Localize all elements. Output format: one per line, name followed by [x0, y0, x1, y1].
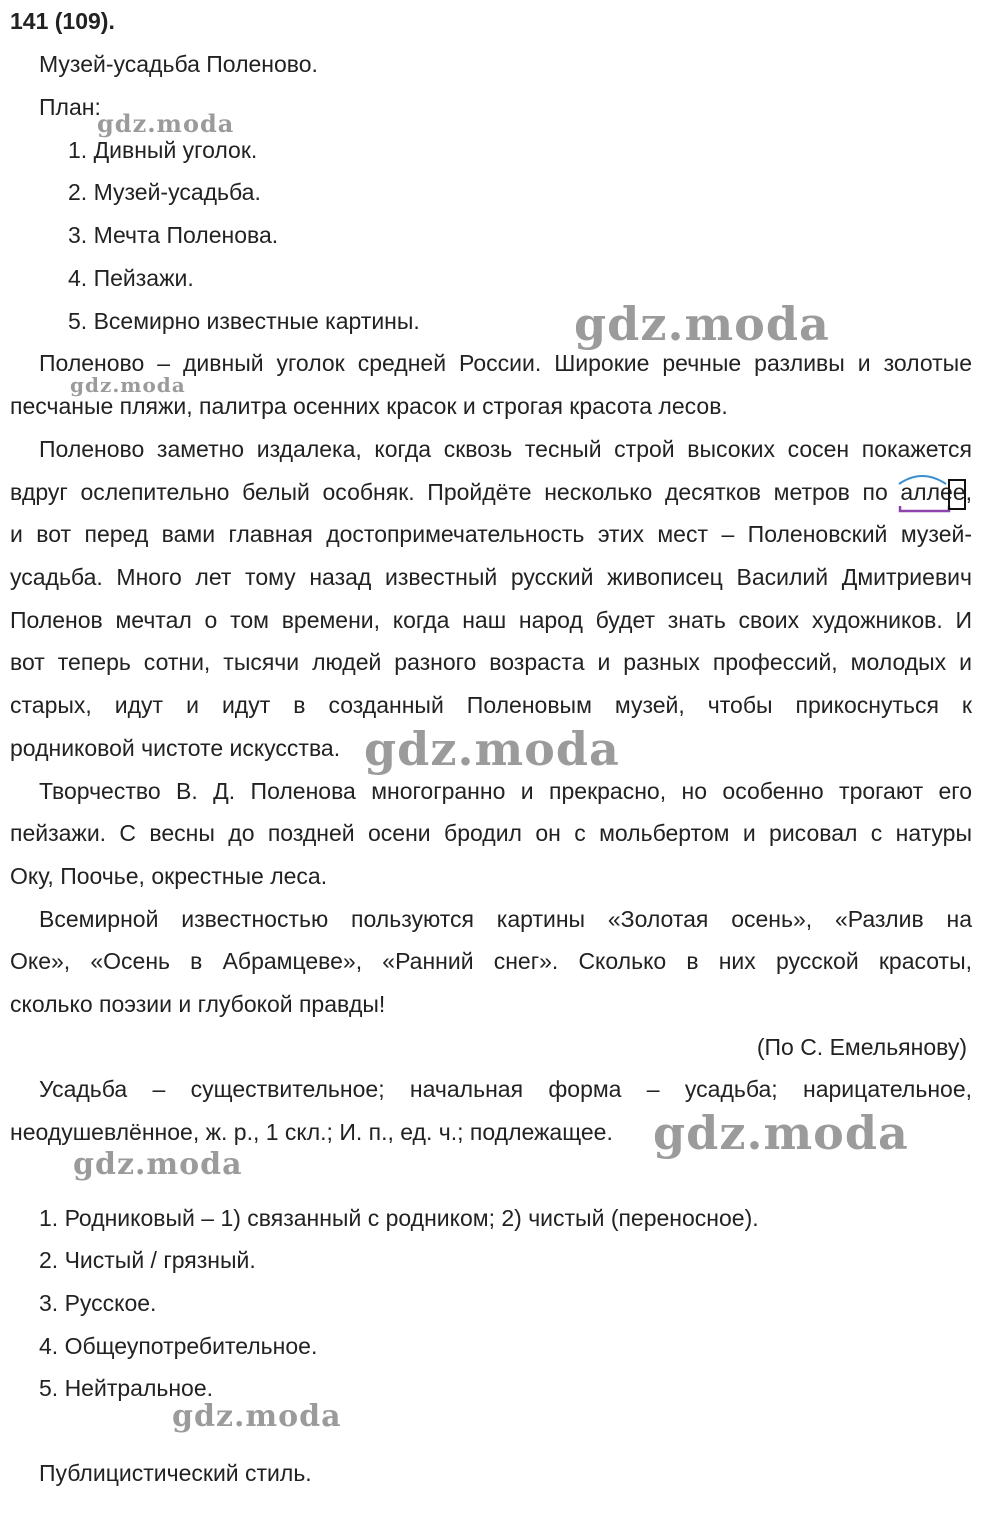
answer-item: 4. Общеупотребительное.	[39, 1333, 318, 1359]
watermark: gdz.moda	[653, 1106, 909, 1160]
style-line: Публицистический стиль.	[39, 1460, 312, 1486]
text-line: и вот перед вами главная достопримечательность этих мест – Поленовский музей-	[10, 521, 972, 547]
answer-item: 1. Родниковый – 1) связанный с родником; 2) чистый (переносное).	[39, 1205, 759, 1231]
plan-item: 1. Дивный уголок.	[68, 137, 258, 163]
analysis-line: неодушевлённое, ж. р., 1 скл.; И. п., ед. ч.; подлежащее.	[10, 1119, 613, 1145]
attribution: (По С. Емельянову)	[756, 1034, 967, 1060]
answer-item: 5. Нейтральное.	[39, 1375, 214, 1401]
text-line: Всемирной известностью пользуются картины «Золотая осень», «Разлив на	[39, 906, 972, 932]
text-line: Поленово – дивный уголок средней России. Широкие речные разливы и золотые	[39, 350, 972, 376]
text-line: вот теперь сотни, тысячи людей разного возраста и разных профессий, молодых и	[10, 649, 972, 675]
text-line: сколько поэзии и глубокой правды!	[10, 991, 386, 1017]
plan-label: План:	[39, 94, 101, 120]
answer-item: 2. Чистый / грязный.	[39, 1247, 256, 1273]
text-line: вдруг ослепительно белый особняк. Пройдёте несколько десятков метров по аллее,	[10, 479, 972, 505]
watermark: gdz.moda	[73, 1147, 243, 1182]
watermark: gdz.moda	[172, 1399, 342, 1434]
watermark: gdz.moda	[364, 722, 620, 776]
watermark: gdz.moda	[70, 373, 186, 397]
answer-item: 3. Русское.	[39, 1290, 157, 1316]
text-line: Поленов мечтал о том времени, когда наш народ будет знать своих художников. И	[10, 607, 972, 633]
text-line: родниковой чистоте искусства.	[10, 735, 341, 761]
text-line: Оке», «Осень в Абрамцеве», «Ранний снег». Сколько в них русской красоты,	[10, 948, 972, 974]
text-line: Поленово заметно издалека, когда сквозь тесный строй высоких сосен покажется	[39, 436, 972, 462]
text-title: Музей-усадьба Поленово.	[39, 51, 318, 77]
analysis-line: Усадьба – существительное; начальная форма – усадьба; нарицательное,	[39, 1076, 972, 1102]
text-line: пейзажи. С весны до поздней осени бродил он с мольбертом и рисовал с натуры	[10, 820, 972, 846]
plan-item: 2. Музей-усадьба.	[68, 179, 261, 205]
watermark: gdz.moda	[97, 109, 235, 138]
text-line: Оку, Поочье, окрестные леса.	[10, 863, 328, 889]
watermark: gdz.moda	[574, 297, 830, 351]
plan-item: 5. Всемирно известные картины.	[68, 308, 420, 334]
plan-item: 3. Мечта Поленова.	[68, 222, 279, 248]
text-line: старых, идут и идут в созданный Поленовым музей, чтобы прикоснуться к	[10, 692, 972, 718]
text-line: песчаные пляжи, палитра осенних красок и строгая красота лесов.	[10, 393, 728, 419]
text-line: усадьба. Много лет тому назад известный русский живописец Василий Дмитриевич	[10, 564, 972, 590]
task-number: 141 (109).	[10, 8, 115, 34]
plan-item: 4. Пейзажи.	[68, 265, 194, 291]
text-line: Творчество В. Д. Поленова многогранно и прекрасно, но особенно трогают его	[39, 778, 972, 804]
